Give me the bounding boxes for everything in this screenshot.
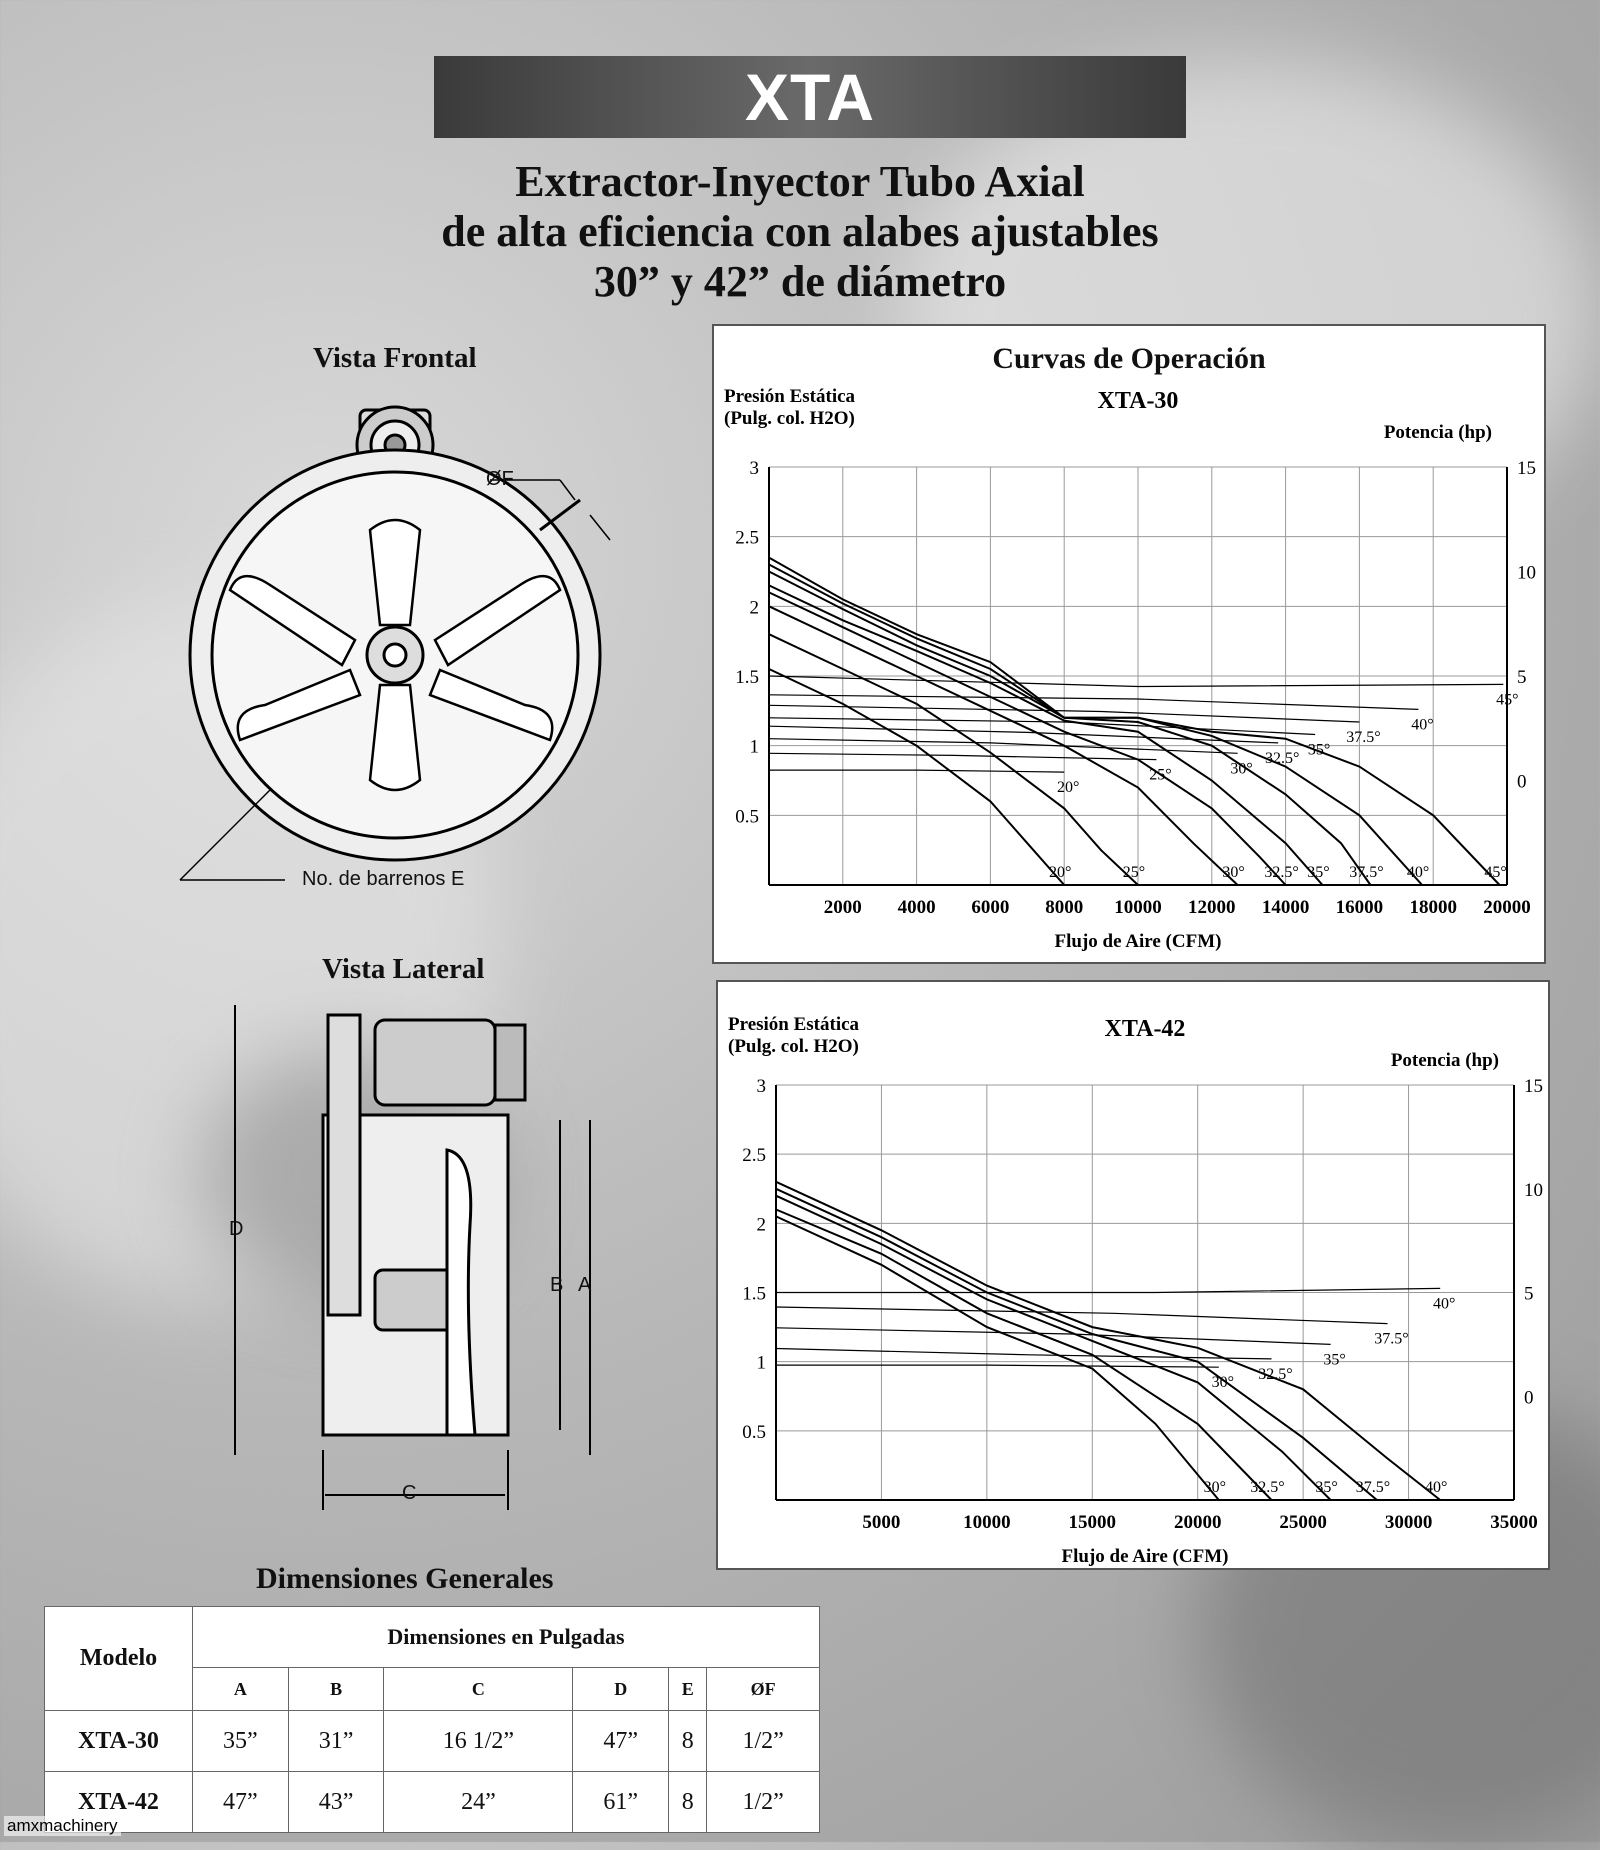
power-curve-label: 25° [1149,766,1172,784]
side-view-drawing [225,995,615,1515]
subtitle-line1: Extractor-Inyector Tubo Axial [515,157,1085,206]
dimensions-table [44,1606,820,1833]
pressure-curve [776,1182,1440,1500]
pressure-curve-label: 30° [1203,1479,1227,1496]
power-curve-label: 35° [1323,1351,1346,1369]
y2-tick-label: 0 [1517,771,1527,793]
of-label: ØF [486,468,514,490]
y-tick-label: 3 [756,1076,766,1097]
y2-tick-label: 15 [1517,458,1536,479]
x-tick-label: 2000 [823,897,862,918]
chart-panel-xta30 [712,324,1546,964]
power-curve [776,1288,1440,1292]
pressure-curve-label: 37.5° [1349,864,1384,881]
column-header: ØF [707,1668,820,1711]
power-curve-label: 40° [1411,716,1434,734]
power-curve-label: 30° [1230,760,1253,778]
table-cell: 1/2” [707,1711,820,1772]
pressure-curve [776,1189,1377,1500]
front-view-drawing [170,390,620,910]
y-axis-label-units: (Pulg. col. H2O) [728,1036,859,1057]
x-axis-label: Flujo de Aire (CFM) [1061,1546,1229,1567]
y-tick-label: 1.5 [742,1283,766,1305]
pressure-curve-label: 40° [1424,1479,1448,1496]
chart-title: XTA-42 [1104,1016,1186,1042]
power-curve-label: 37.5° [1374,1330,1409,1348]
table-cell: 24” [384,1772,573,1833]
y-tick-label: 0.5 [742,1421,766,1443]
column-header: D [573,1668,669,1711]
pressure-curve [776,1196,1331,1500]
table-cell: 61” [573,1772,669,1833]
power-curve-label: 37.5° [1346,728,1381,746]
power-curve-label: 45° [1496,691,1519,709]
column-header: C [384,1668,573,1711]
x-tick-label: 20000 [1173,1512,1222,1533]
table-cell: 35” [193,1711,289,1772]
x-tick-label: 10000 [1114,897,1162,918]
subtitle-line2: de alta eficiencia con alabes ajustables [441,207,1159,256]
y-tick-label: 2.5 [742,1145,766,1167]
label-a: A [578,1274,592,1296]
chart-xta30 [714,326,1544,962]
table-cell: 16 1/2” [384,1711,573,1772]
y-tick-label: 2.5 [735,527,759,549]
x-tick-label: 20000 [1483,897,1531,918]
y2-tick-label: 5 [1517,667,1527,688]
pressure-curve-label: 45° [1484,864,1507,881]
power-curve [776,1307,1388,1324]
table-cell: 47” [193,1772,289,1833]
x-tick-label: 14000 [1261,897,1310,918]
column-header: E [669,1668,707,1711]
y2-tick-label: 15 [1524,1076,1543,1097]
pressure-curve-label: 30° [1222,864,1245,881]
y2-axis-label: Potencia (hp) [1390,1050,1499,1071]
y-tick-label: 0.5 [735,806,759,828]
power-curve [776,1328,1331,1345]
y2-tick-label: 5 [1524,1283,1534,1305]
x-tick-label: 8000 [1045,897,1084,918]
pressure-curve-label: 35° [1307,864,1330,881]
holes-label: No. de barrenos E [302,868,465,890]
x-tick-label: 35000 [1490,1512,1538,1533]
y2-tick-label: 10 [1524,1179,1543,1201]
x-tick-label: 30000 [1384,1512,1433,1533]
x-tick-label: 12000 [1188,897,1236,918]
pressure-curve-label: 32.5° [1264,864,1299,881]
table-row [45,1772,820,1833]
power-curve [776,1349,1272,1359]
x-tick-label: 6000 [971,897,1010,918]
model-cell: XTA-42 [45,1772,193,1833]
table-cell: 31” [288,1711,384,1772]
badge-text: XTA [744,60,876,134]
y2-axis-label: Potencia (hp) [1383,422,1492,443]
pressure-curve-label: 25° [1122,864,1146,881]
y2-tick-label: 10 [1517,562,1536,584]
label-d: D [229,1218,244,1240]
power-curve-label: 40° [1432,1295,1456,1313]
table-row [45,1711,820,1772]
chart-xta42 [718,982,1548,1568]
x-tick-label: 25000 [1279,1512,1327,1533]
pressure-curve-label: 40° [1406,864,1430,881]
table-cell: 8 [669,1711,707,1772]
y-axis-label-units: (Pulg. col. H2O) [724,408,855,429]
y-tick-label: 1 [756,1352,766,1374]
y-tick-label: 2 [756,1214,766,1236]
y2-tick-label: 0 [1524,1387,1534,1409]
charts-title: Curvas de Operación [992,342,1266,375]
y-tick-label: 1.5 [735,667,759,688]
pressure-curve-label: 35° [1315,1479,1338,1496]
watermark: amxmachinery [4,1816,121,1836]
subtitle-line3: 30” y 42” de diámetro [593,257,1007,306]
power-curve [769,676,1503,687]
dims-header: Dimensiones en Pulgadas [193,1607,820,1668]
power-curve-label: 35° [1307,741,1331,759]
x-tick-label: 18000 [1409,897,1457,918]
x-tick-label: 15000 [1068,1512,1117,1533]
x-axis-label: Flujo de Aire (CFM) [1054,931,1222,952]
column-header: B [288,1668,384,1711]
pressure-curve [776,1216,1219,1500]
x-tick-label: 5000 [862,1512,901,1533]
power-curve-label: 30° [1211,1374,1235,1392]
x-tick-label: 16000 [1335,897,1384,918]
pressure-curve-label: 20° [1048,864,1072,881]
pressure-curve [769,634,1138,885]
table-cell: 43” [288,1772,384,1833]
title-badge [434,56,1186,138]
x-tick-label: 4000 [897,897,936,918]
table-cell: 8 [669,1772,707,1833]
label-c: C [402,1482,417,1504]
chart-panel-xta42 [716,980,1550,1570]
y-tick-label: 2 [749,597,759,619]
power-curve-label: 32.5° [1265,749,1300,767]
table-title: Dimensiones Generales [256,1562,554,1595]
model-header: Modelo [45,1607,193,1711]
power-curve [769,753,1156,759]
pressure-curve [769,592,1286,885]
y-tick-label: 3 [749,458,759,479]
y-axis-label: Presión Estática [728,1014,860,1035]
pressure-curve-label: 37.5° [1355,1479,1391,1496]
label-b: B [550,1274,564,1296]
pressure-curve-label: 32.5° [1250,1479,1285,1496]
y-tick-label: 1 [749,736,759,758]
table-cell: 47” [573,1711,669,1772]
power-curve-label: 20° [1056,779,1080,797]
table-cell: 1/2” [707,1772,820,1833]
x-tick-label: 10000 [963,1512,1011,1533]
side-view-title: Vista Lateral [322,953,485,985]
model-cell: XTA-30 [45,1711,193,1772]
chart-title: XTA-30 [1097,388,1179,414]
y-axis-label: Presión Estática [724,386,856,407]
power-curve-label: 32.5° [1258,1365,1293,1383]
front-view-title: Vista Frontal [313,342,477,374]
column-header: A [193,1668,289,1711]
